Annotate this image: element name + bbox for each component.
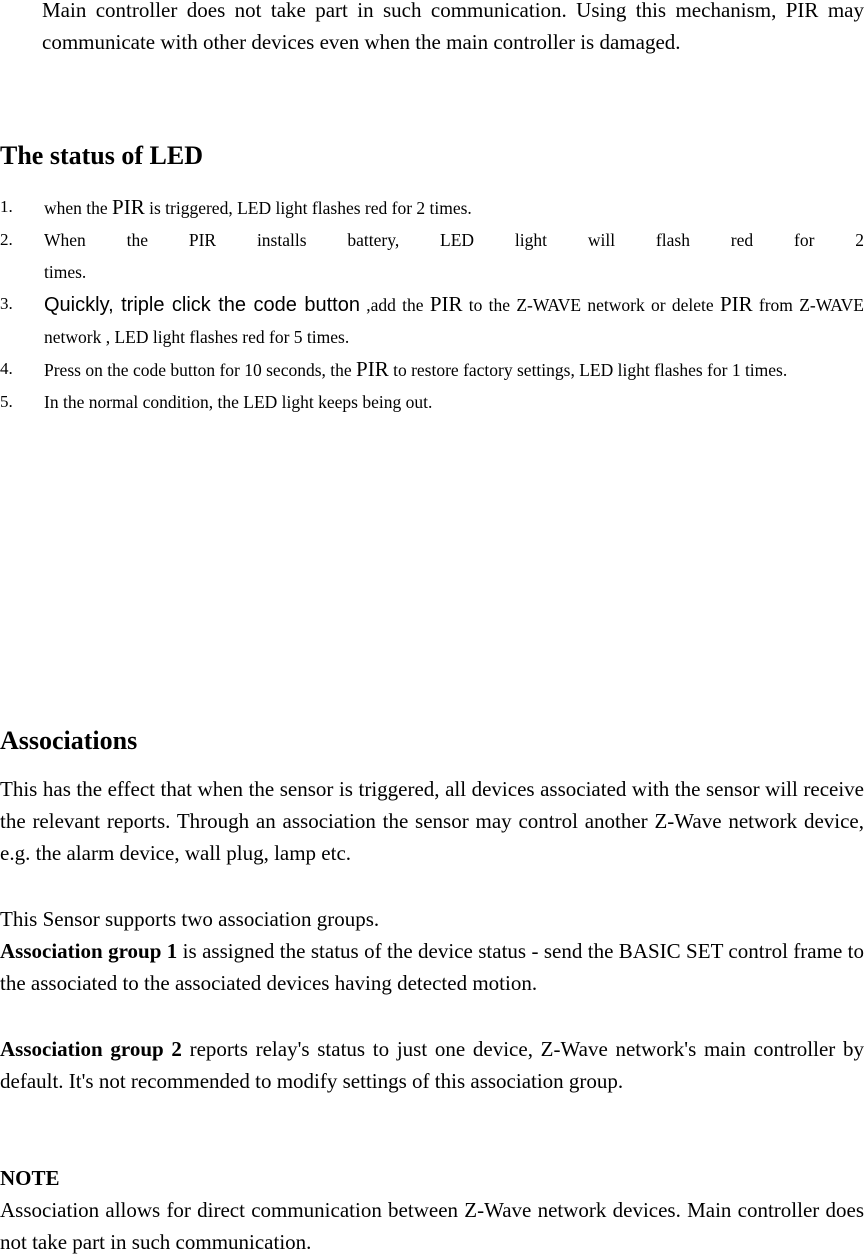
list-item xyxy=(0,224,864,288)
item-text: to restore factory settings, LED light flashes for 1 times. xyxy=(388,360,788,380)
led-status-list xyxy=(0,191,864,418)
association-group-1-label: Association group 1 xyxy=(0,939,178,963)
pir-term: PIR xyxy=(112,195,145,219)
item-text: ,add the xyxy=(359,295,430,315)
association-group-1-text: is assigned the status of the device status - send the BASIC SET control frame to the associated to the associated devices having detected motion. xyxy=(0,939,864,995)
item-text: is triggered, LED light flashes red for 2 times. xyxy=(144,198,472,218)
association-group-2-paragraph xyxy=(0,1033,864,1097)
associations-effect-paragraph: This has the effect that when the sensor is triggered, all devices associated with the sensor will receive the relevant reports. Through an association the sensor may control another Z-Wave network device, e.g. the alarm device, wall plug, lamp etc. xyxy=(0,777,864,865)
item-text: from Z-WAVE network , LED light flashes red for 5 times. xyxy=(44,295,865,347)
item-text: When the PIR installs battery, LED light will flash red for 2 times. xyxy=(44,230,864,282)
item-text: to the Z-WAVE network or delete xyxy=(462,295,720,315)
list-number: 1. xyxy=(0,197,13,216)
list-item xyxy=(0,288,864,353)
association-group-1-paragraph xyxy=(0,935,864,999)
note-title: NOTE xyxy=(0,1166,60,1190)
list-item xyxy=(0,353,864,386)
list-number: 4. xyxy=(0,359,13,378)
item-text: when the xyxy=(44,198,113,218)
association-group-2-text: reports relay's status to just one device, Z-Wave network's main controller by default. It's not recommended to modify settings of this association group. xyxy=(0,1037,864,1093)
pir-term: PIR xyxy=(429,292,463,316)
note-paragraph: Association allows for direct communication between Z-Wave network devices. Main controller does not take part in such communication. xyxy=(0,1198,864,1254)
pir-term: PIR xyxy=(719,292,753,316)
item-text: Press on the code button for 10 seconds, the xyxy=(44,360,357,380)
association-groups-intro: This Sensor supports two association groups. xyxy=(0,907,380,931)
list-item xyxy=(0,191,864,224)
item-text: In the normal condition, the LED light keeps being out. xyxy=(44,392,433,412)
list-number: 2. xyxy=(0,230,13,249)
list-item xyxy=(0,386,864,418)
list-number: 3. xyxy=(0,294,13,313)
pir-term: PIR xyxy=(356,357,389,381)
association-group-2-label: Association group 2 xyxy=(0,1037,182,1061)
list-number: 5. xyxy=(0,392,13,411)
associations-heading: Associations xyxy=(0,726,138,755)
item-text-sans: Quickly, triple click the code button xyxy=(44,294,360,316)
intro-paragraph: Main controller does not take part in such communication. Using this mechanism, PIR may communicate with other devices even when the main controller is damaged. xyxy=(42,0,864,54)
led-status-heading: The status of LED xyxy=(0,141,203,170)
